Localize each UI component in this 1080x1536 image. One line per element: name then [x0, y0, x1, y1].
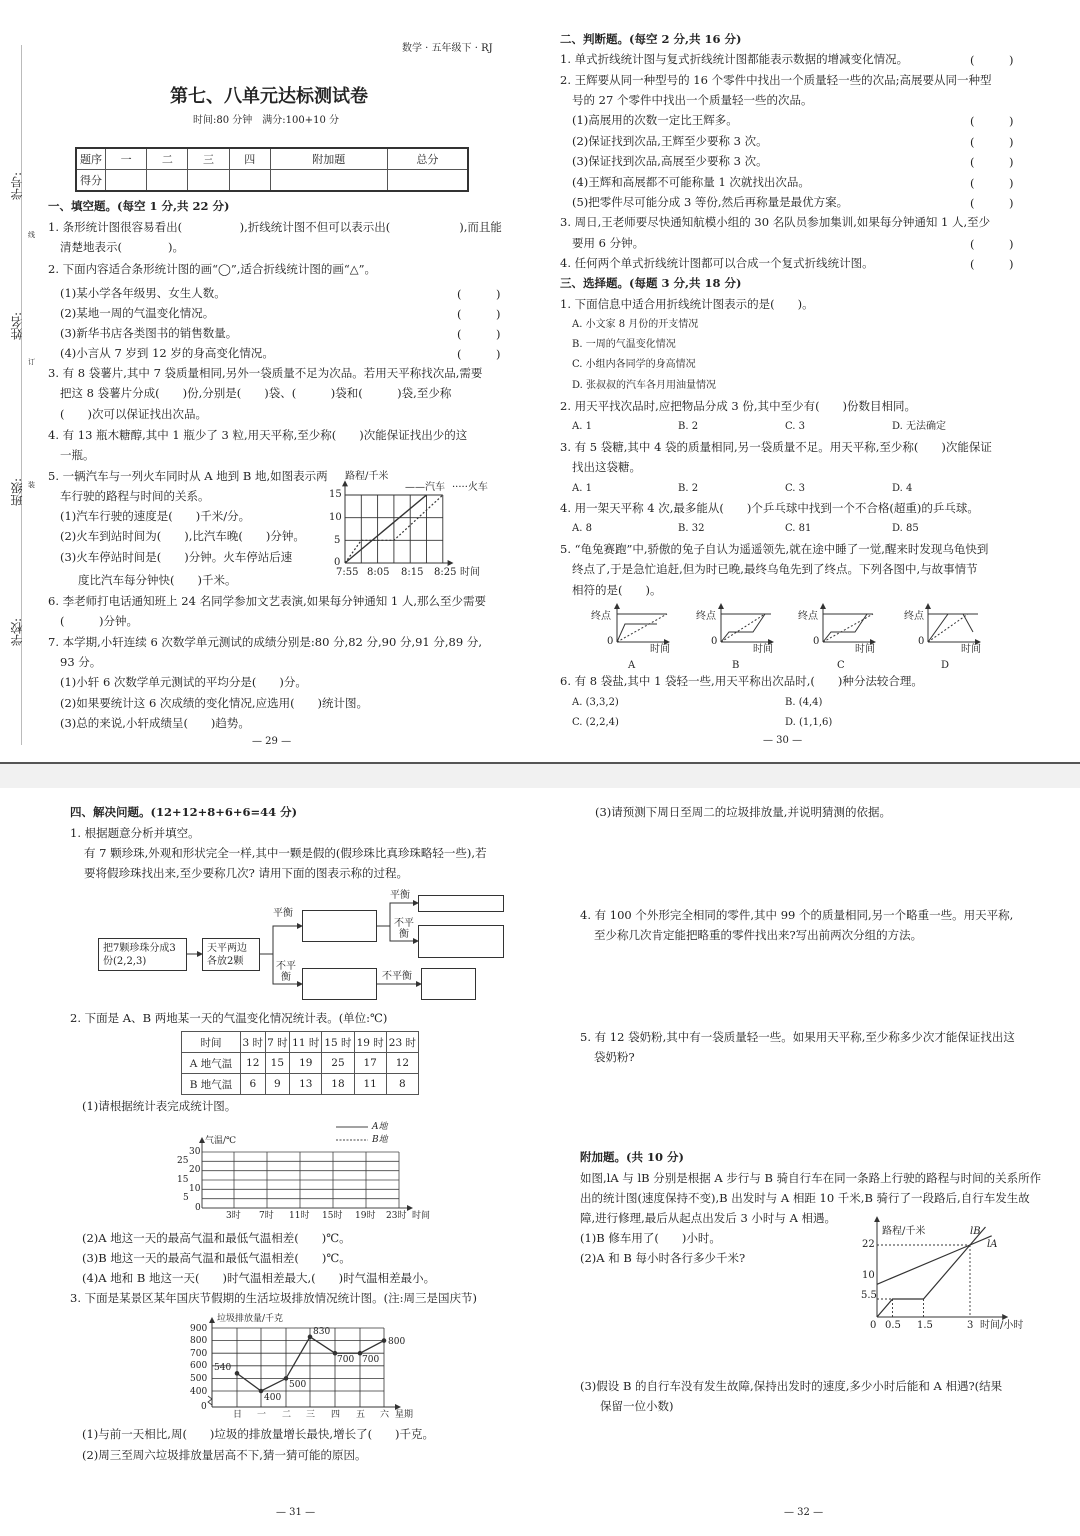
question-text: 1. 条形统计图很容易看出( ),折线统计图不但可以表示出( ),而且能: [48, 220, 502, 234]
chart-ylabel: 垃圾排放量/千克: [217, 1314, 284, 1324]
student-id-label: 学号:: [10, 172, 24, 201]
table-cell: 15: [265, 1053, 290, 1074]
question-text: 找出这袋糖。: [572, 460, 641, 474]
question-text: 6. 有 8 袋盐,其中 1 袋轻一些,用天平称出次品时,( )种分法较合理。: [560, 674, 923, 688]
option[interactable]: A. (3,3,2): [572, 697, 619, 708]
question-text: 至少称几次肯定能把略重的零件找出来?写出前两次分组的方法。: [594, 928, 923, 942]
table-header: 3 时: [241, 1032, 266, 1053]
table-cell: 11: [354, 1074, 386, 1095]
question-text: 2. 下面是 A、B 两地某一天的气温变化情况统计表。(单位:℃): [70, 1011, 388, 1025]
option[interactable]: B. 2: [678, 483, 699, 494]
data-point: [333, 1351, 337, 1355]
x-tick: 8:25: [434, 567, 457, 578]
question-text: 5. 有 12 袋奶粉,其中有一袋质量轻一些。如果用天平称,至少称多少次才能保证找出这: [580, 1030, 1015, 1044]
x-tick: 0: [870, 1320, 877, 1331]
question-text: 3. 下面是某景区某年国庆节假期的生活垃圾排放情况统计图。(注:周三是国庆节): [70, 1291, 477, 1305]
option[interactable]: D. 张叔叔的汽车各月用油量情况: [572, 380, 717, 391]
y-tick: 600: [190, 1361, 208, 1371]
legend-car: ——汽车: [405, 482, 445, 493]
question-text: 要将假珍珠找出来,至少要称几次? 请用下面的图表示称的过程。: [84, 866, 408, 880]
answer-paren[interactable]: ( ): [970, 114, 1014, 128]
x-tick: 二: [282, 1410, 292, 1420]
question-text: 终点了,于是急忙追赶,但为时已晚,最终乌龟先到了终点。下列各图中,与故事情节: [572, 562, 978, 576]
y-tick: 15: [329, 489, 342, 500]
table-cell: 17: [354, 1053, 386, 1074]
data-point: [308, 1335, 312, 1339]
table-cell: 18: [322, 1074, 354, 1095]
row-label: B 地气温: [182, 1074, 241, 1095]
question-text: 号的 27 个零件中找出一个质量轻一些的次品。: [572, 93, 813, 107]
line-a: [877, 1236, 992, 1284]
option[interactable]: C. 小组内各同学的身高情况: [572, 359, 696, 370]
data-label: 540: [214, 1363, 232, 1374]
question-item: (1)高展用的次数一定比王辉多。: [572, 113, 738, 127]
graph-ylabel: 终点: [591, 611, 611, 622]
score-row-label: 得分: [76, 170, 106, 192]
data-label: 830: [313, 1326, 331, 1337]
x-tick: 五: [356, 1410, 366, 1420]
graph-ylabel: 终点: [696, 611, 716, 622]
question-item: (2)A 和 B 每小时各行多少千米?: [580, 1251, 746, 1265]
question-item: (1)B 修车用了( )小时。: [580, 1231, 721, 1245]
legend-train: ·····火车: [452, 482, 488, 493]
flow-arrow: [377, 903, 418, 926]
x-tick: 3: [967, 1320, 974, 1331]
y-tick: 0: [195, 1202, 201, 1213]
graph-origin: 0: [813, 636, 820, 647]
answer-paren[interactable]: ( ): [970, 176, 1014, 190]
question-item: (2)如果要统计这 6 次成绩的变化情况,应选用( )统计图。: [60, 696, 369, 710]
option-d-graph[interactable]: D: [941, 660, 950, 671]
question-item: (2)A 地这一天的最高气温和最低气温相差( )℃。: [82, 1231, 351, 1245]
question-item: (2)某地一周的气温变化情况。: [60, 306, 215, 320]
rabbit-line: [823, 614, 867, 642]
chart-ylabel: 路程/千米: [882, 1226, 926, 1237]
score-header: 四: [229, 148, 270, 170]
axis-break: [208, 1396, 212, 1405]
data-point: [259, 1389, 263, 1393]
question-text: 障,进行修理,最后从起点出发后 3 小时与 A 相遇。: [580, 1211, 837, 1225]
answer-paren[interactable]: ( ): [970, 237, 1014, 251]
section-heading: 一、填空题。(每空 1 分,共 22 分): [48, 199, 230, 213]
x-tick: 15时: [322, 1211, 343, 1221]
y-tick: 700: [190, 1349, 208, 1359]
x-tick: 19时: [355, 1211, 376, 1221]
binding-mark: 装: [28, 481, 35, 489]
graph-origin: 0: [711, 636, 718, 647]
question-item: (1)请根据统计表完成统计图。: [82, 1099, 237, 1113]
data-label: 400: [264, 1393, 282, 1403]
y-tick: 10: [329, 512, 342, 523]
flow-label-unbalanced: 不平衡: [394, 918, 414, 940]
flow-step-weigh: 天平两边各放2颗: [202, 938, 260, 971]
class-label: 班级:: [10, 478, 24, 507]
line-b: [877, 1227, 986, 1317]
score-header: 题序: [76, 148, 106, 170]
question-item: (2)保证找到次品,王辉至少要称 3 次。: [572, 134, 768, 148]
graph-xlabel: 时间: [855, 644, 875, 655]
y-tick: 10: [189, 1183, 201, 1194]
answer-paren[interactable]: ( ): [457, 287, 501, 301]
exam-subtitle: 时间:80 分钟 满分:100+10 分: [193, 115, 340, 126]
page-number: — 30 —: [763, 735, 803, 746]
data-point: [382, 1339, 386, 1343]
score-header: 二: [147, 148, 188, 170]
question-text: ( )次可以保证找出次品。: [60, 407, 207, 421]
option[interactable]: C. 81: [785, 523, 812, 534]
flow-label-unbalanced: 不平衡: [276, 961, 296, 983]
x-tick: 一: [257, 1410, 267, 1420]
x-tick: 7时: [259, 1211, 274, 1221]
x-tick: 11时: [289, 1211, 310, 1221]
question-text: 3. 有 5 袋糖,其中 4 袋的质量相同,另一袋质量不足。用天平称,至少称( )次能保证: [560, 440, 992, 454]
tortoise-line: [721, 614, 765, 642]
table-header: 15 时: [322, 1032, 354, 1053]
graph-origin: 0: [607, 636, 614, 647]
data-point: [284, 1377, 288, 1381]
x-tick: 0.5: [885, 1320, 901, 1331]
row-label: A 地气温: [182, 1053, 241, 1074]
graph-ylabel: 终点: [798, 611, 818, 622]
question-item: (2)火车到站时间为( ),比汽车晚( )分钟。: [60, 529, 305, 543]
car-line: [345, 495, 427, 563]
question-item: (2)周三至周六垃圾排放量居高不下,猜一猜可能的原因。: [82, 1448, 367, 1462]
graph-xlabel: 时间: [650, 644, 670, 655]
tortoise-line: [617, 614, 667, 642]
table-header: 23 时: [386, 1032, 418, 1053]
option[interactable]: D. 4: [892, 483, 913, 494]
line-b-label: lB: [970, 1226, 981, 1237]
question-text: 一瓶。: [60, 448, 95, 462]
x-tick: 四: [331, 1410, 341, 1420]
question-text: 7. 本学期,小轩连续 6 次数学单元测试的成绩分别是:80 分,82 分,90 分,91 分,89 分,: [48, 635, 483, 649]
graph-ylabel: 终点: [904, 611, 924, 622]
y-tick: 5.5: [861, 1290, 877, 1301]
y-tick: 5: [183, 1193, 189, 1204]
data-label: 500: [289, 1380, 307, 1391]
question-text: 出的统计图(速度保持不变),B 出发时与 A 相距 10 千米,B 骑行了一段路后,自行车发生故: [580, 1191, 1030, 1205]
page-header: 数学 · 五年级下 · RJ: [402, 43, 493, 54]
option-b-graph[interactable]: B: [732, 660, 740, 671]
section-heading: 附加题。(共 10 分): [580, 1150, 684, 1164]
question-text: 4. 有 100 个外形完全相同的零件,其中 99 个的质量相同,另一个略重一些。用天平称,: [580, 908, 1014, 922]
table-cell: 19: [290, 1053, 322, 1074]
option[interactable]: C. 3: [785, 483, 806, 494]
page-number: — 29 —: [252, 736, 292, 747]
page-title: 第七、八单元达标测试卷: [170, 86, 368, 107]
table-header: 19 时: [354, 1032, 386, 1053]
question-item: (1)小轩 6 次数学单元测试的平均分是( )分。: [60, 675, 307, 689]
binding-mark: 订: [28, 358, 35, 366]
question-text: 有 7 颗珍珠,外观和形状完全一样,其中一颗是假的(假珍珠比真珍珠略轻一些),若: [84, 846, 487, 860]
option[interactable]: A. 小文家 8 月份的开支情况: [572, 319, 699, 330]
option[interactable]: D. 85: [892, 523, 919, 534]
answer-paren[interactable]: ( ): [970, 196, 1014, 210]
y-tick: 10: [862, 1270, 875, 1281]
question-text: 6. 李老师打电话通知班上 24 名同学参加文艺表演,如果每分钟通知 1 人,那么至少需要: [48, 594, 487, 608]
table-cell: 25: [322, 1053, 354, 1074]
x-label: 时间/小时: [980, 1320, 1024, 1331]
rabbit-line: [928, 614, 973, 642]
x-tick: 3时: [226, 1211, 241, 1221]
table-header: 时间: [182, 1032, 241, 1053]
answer-paren[interactable]: ( ): [457, 307, 501, 321]
graph-origin: 0: [918, 636, 925, 647]
question-text: 相符的是( )。: [572, 583, 662, 597]
y-tick: 800: [190, 1336, 208, 1346]
y-tick: 15: [177, 1174, 189, 1185]
question-item: 保留一位小数): [600, 1399, 674, 1413]
question-text: ( )分钟。: [60, 614, 138, 628]
school-label: 学校:: [10, 618, 24, 647]
y-tick: 22: [862, 1239, 875, 1250]
question-item: (3)总的来说,小轩成绩呈( )趋势。: [60, 716, 250, 730]
answer-paren[interactable]: ( ): [457, 327, 501, 341]
question-text: 1. 下面信息中适合用折线统计图表示的是( )。: [560, 297, 814, 311]
question-text: 3. 有 8 袋薯片,其中 7 袋质量相同,另外一袋质量不足为次品。若用天平称找次品,需要: [48, 366, 483, 380]
table-cell: 9: [265, 1074, 290, 1095]
score-header: 附加题: [270, 148, 387, 170]
answer-paren[interactable]: ( ): [970, 257, 1014, 271]
y-tick: 30: [189, 1146, 201, 1157]
score-header: 一: [106, 148, 147, 170]
question-item: (3)新华书店各类图书的销售数量。: [60, 326, 238, 340]
x-tick: 六: [380, 1410, 390, 1420]
x-tick: 23时: [386, 1211, 407, 1221]
option[interactable]: B. 一周的气温变化情况: [572, 339, 676, 350]
table-cell: 12: [241, 1053, 266, 1074]
option[interactable]: D. 无法确定: [892, 421, 947, 432]
tortoise-line: [928, 614, 968, 642]
line-a-label: lA: [987, 1239, 998, 1250]
flow-arrow: [390, 926, 418, 941]
y-tick: 900: [190, 1324, 208, 1334]
y-tick: 0: [334, 557, 341, 568]
answer-paren[interactable]: ( ): [970, 155, 1014, 169]
y-tick: 20: [189, 1165, 201, 1176]
legend-b: B地: [372, 1135, 388, 1145]
x-tick: 7:55: [336, 567, 359, 578]
x-tick: 1.5: [917, 1320, 933, 1331]
rabbit-line: [617, 624, 657, 642]
option[interactable]: A. 8: [572, 523, 592, 534]
x-label: 时间: [460, 567, 480, 578]
y-tick: 400: [190, 1387, 208, 1397]
flow-label-balanced: 平衡: [273, 908, 293, 919]
graph-xlabel: 时间: [753, 644, 773, 655]
question-text: 1. 单式折线统计图与复式折线统计图都能表示数据的增减变化情况。: [560, 52, 909, 66]
flow-label-balanced: 平衡: [390, 890, 410, 901]
name-label: 姓名:: [10, 312, 24, 341]
table-cell: 6: [241, 1074, 266, 1095]
data-label: 800: [388, 1336, 406, 1347]
option[interactable]: B. 32: [678, 523, 705, 534]
question-text: 4. 用一架天平称 4 次,最多能从( )个乒乓球中找到一个不合格(超重)的乒乓球。: [560, 501, 979, 515]
binding-mark: 线: [28, 231, 35, 239]
answer-paren[interactable]: ( ): [457, 347, 501, 361]
question-item: (4)A 地和 B 地这一天( )时气温相差最大,( )时气温相差最小。: [82, 1271, 436, 1285]
question-text: 2. 用天平找次品时,应把物品分成 3 份,其中至少有( )份数目相同。: [560, 399, 917, 413]
option[interactable]: A. 1: [572, 483, 592, 494]
data-label: 700: [362, 1355, 380, 1366]
question-item: (5)把零件尽可能分成 3 等份,然后再称量是最优方案。: [572, 195, 849, 209]
flow-arrow: [260, 926, 302, 954]
option[interactable]: B. 2: [678, 421, 699, 432]
table-cell: 13: [290, 1074, 322, 1095]
question-text: 3. 周日,王老师要尽快通知航模小组的 30 名队员参加集训,如果每分钟通知 1 人,至少: [560, 215, 991, 229]
question-text: 2. 王辉要从同一种型号的 16 个零件中找出一个质量轻一些的次品;高展要从同一种型: [560, 73, 992, 87]
question-item: (3)请预测下周日至周二的垃圾排放量,并说明猜测的依据。: [595, 805, 891, 819]
question-item: (3)B 地这一天的最高气温和最低气温相差( )℃。: [82, 1251, 351, 1265]
option-a-graph[interactable]: A: [628, 660, 636, 671]
question-item: (3)火车停站时间是( )分钟。火车停站后速: [60, 550, 293, 564]
score-header: 总分: [387, 148, 468, 170]
question-item: 度比汽车每分钟快( )千米。: [78, 573, 237, 587]
page-number: — 31 —: [276, 1507, 316, 1518]
question-text: 要用 6 分钟。: [572, 236, 645, 250]
option[interactable]: B. (4,4): [785, 697, 823, 708]
question-item: (3)假设 B 的自行车没有发生故障,保持出发时的速度,多少小时后能和 A 相遇?(结果: [580, 1379, 1003, 1393]
question-text: 1. 根据题意分析并填空。: [70, 826, 200, 840]
y-tick: 500: [190, 1374, 208, 1384]
x-label: 时间: [412, 1211, 431, 1221]
option[interactable]: A. 1: [572, 421, 592, 432]
question-text: 5. 一辆汽车与一列火车同时从 A 地到 B 地,如图表示两: [48, 469, 328, 483]
question-item: (1)汽车行驶的速度是( )千米/分。: [60, 509, 251, 523]
x-tick: 8:05: [367, 567, 390, 578]
option-c-graph[interactable]: C: [837, 660, 845, 671]
question-item: (3)保证找到次品,高展至少要称 3 次。: [572, 154, 768, 168]
x-tick: 三: [306, 1410, 316, 1420]
option[interactable]: C. (2,2,4): [572, 717, 619, 728]
x-label: 星期: [395, 1410, 414, 1420]
table-cell: 8: [386, 1074, 418, 1095]
score-header: 三: [188, 148, 229, 170]
question-text: 清楚地表示( )。: [60, 240, 184, 254]
tortoise-line: [823, 614, 873, 642]
series-line: [237, 1337, 384, 1391]
option[interactable]: C. 3: [785, 421, 806, 432]
section-heading: 四、解决问题。(12+12+8+6+6=44 分): [70, 805, 298, 819]
data-point: [358, 1351, 362, 1355]
flow-label-unbalanced: 不平衡: [382, 971, 412, 982]
flow-step-split: 把7颗珍珠分成3份(2,2,3): [98, 938, 187, 971]
answer-paren[interactable]: ( ): [970, 53, 1014, 67]
x-tick: 日: [233, 1410, 243, 1420]
question-text: 车行驶的路程与时间的关系。: [60, 489, 210, 503]
question-item: (4)小言从 7 岁到 12 岁的身高变化情况。: [60, 346, 274, 360]
chart-ylabel: 路程/千米: [345, 471, 389, 482]
chart-ylabel: 气温/℃: [205, 1136, 237, 1146]
table-header: 7 时: [265, 1032, 290, 1053]
section-heading: 二、判断题。(每空 2 分,共 16 分): [560, 32, 742, 46]
question-text: 袋奶粉?: [594, 1050, 635, 1064]
table-cell: 12: [386, 1053, 418, 1074]
page-number: — 32 —: [784, 1507, 824, 1518]
data-point: [235, 1372, 239, 1376]
question-text: 2. 下面内容适合条形统计图的画“◯”,适合折线统计图的画“△”。: [48, 262, 377, 276]
question-text: 93 分。: [60, 655, 102, 669]
table-header: 11 时: [290, 1032, 322, 1053]
question-item: (1)某小学各年级男、女生人数。: [60, 286, 226, 300]
question-text: 把这 8 袋薯片分成( )份,分别是( )袋、( )袋和( )袋,至少称: [60, 386, 452, 400]
question-text: 5. “龟兔赛跑”中,骄傲的兔子自认为遥遥领先,就在途中睡了一觉,醒来时发现乌龟快到: [560, 542, 989, 556]
answer-paren[interactable]: ( ): [970, 135, 1014, 149]
question-text: 4. 任何两个单式折线统计图都可以合成一个复式折线统计图。: [560, 256, 874, 270]
y-tick: 5: [334, 535, 341, 546]
data-label: 700: [337, 1355, 355, 1366]
question-text: 如图,lA 与 lB 分别是根据 A 步行与 B 骑自行车在同一条路上行驶的路程与时间的关系所作: [580, 1171, 1042, 1185]
legend-a: A地: [372, 1122, 388, 1132]
y-tick: 25: [177, 1155, 189, 1166]
graph-xlabel: 时间: [961, 644, 981, 655]
question-text: 4. 有 13 瓶木糖醇,其中 1 瓶少了 3 粒,用天平称,至少称( )次能保证找出少的这: [48, 428, 468, 442]
question-item: (4)王辉和高展都不可能称量 1 次就找出次品。: [572, 175, 810, 189]
flow-arrow: [273, 954, 302, 984]
section-heading: 三、选择题。(每题 3 分,共 18 分): [560, 276, 742, 290]
x-tick: 8:15: [401, 567, 424, 578]
option[interactable]: D. (1,1,6): [785, 717, 833, 728]
y-tick: 0: [201, 1402, 207, 1412]
question-item: (1)与前一天相比,周( )垃圾的排放量增长最快,增长了( )千克。: [82, 1427, 435, 1441]
